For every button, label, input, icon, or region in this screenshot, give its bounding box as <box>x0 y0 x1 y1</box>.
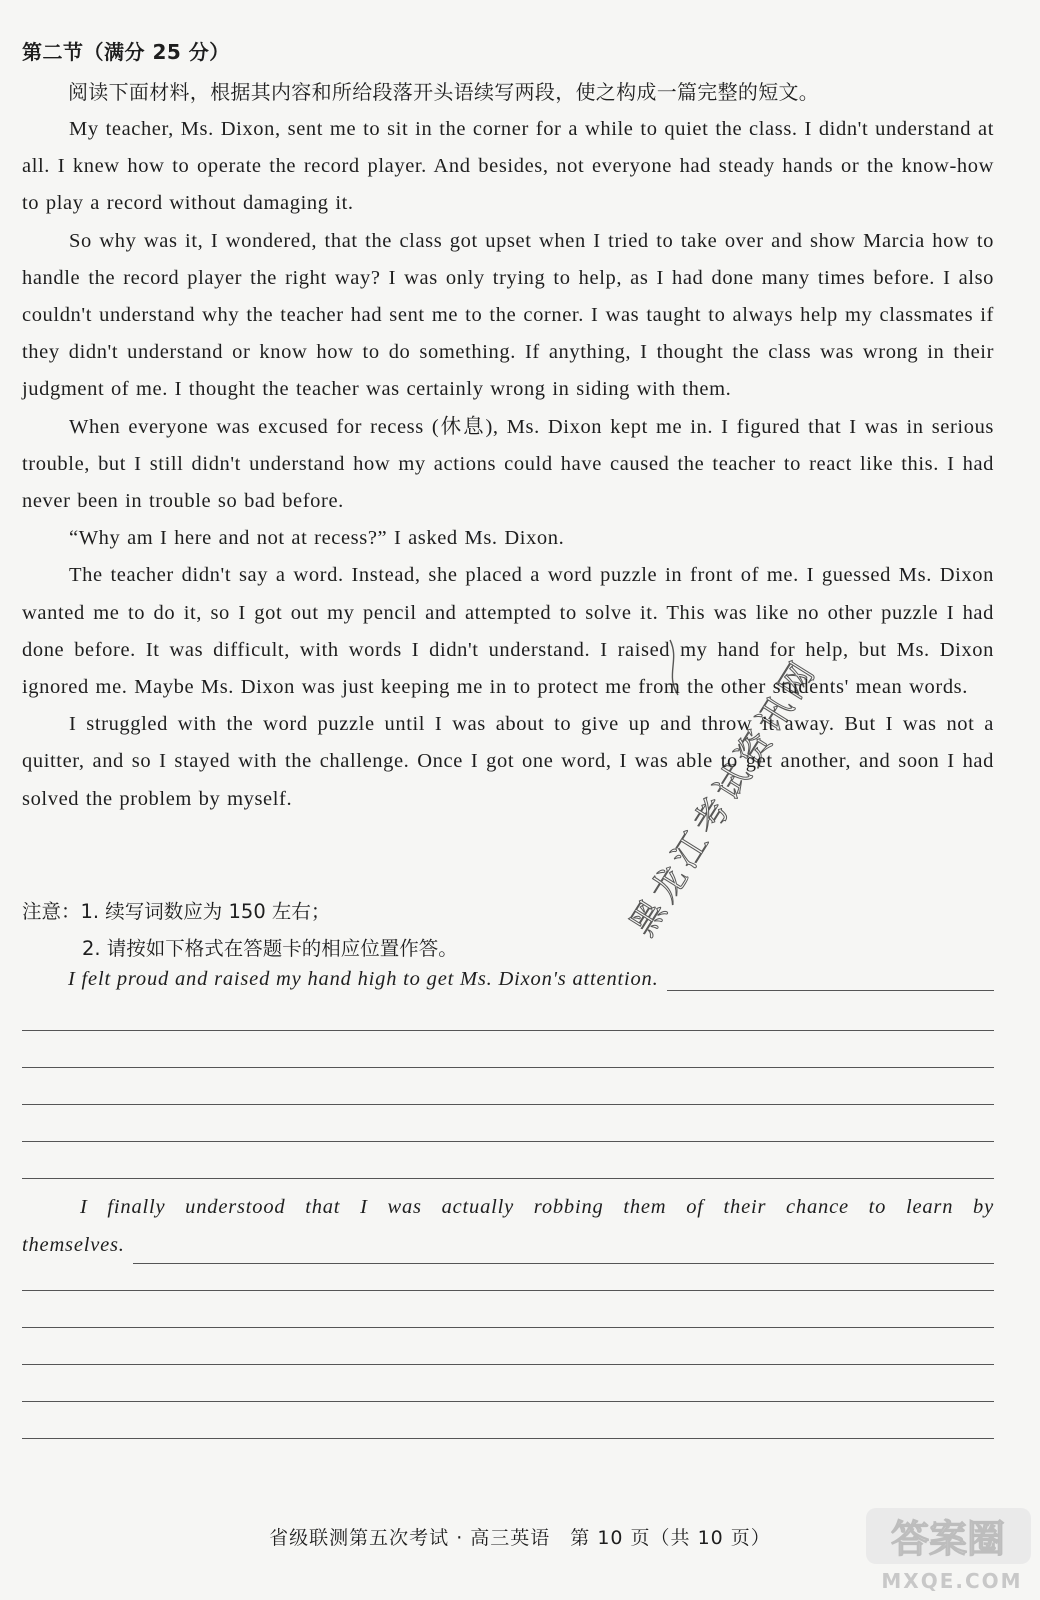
answer-line <box>22 1030 994 1031</box>
prompt-1-text: I felt proud and raised my hand high to get Ms. Dixon's attention. <box>68 968 659 990</box>
answer-line <box>22 1141 994 1142</box>
task-instruction: 阅读下面材料，根据其内容和所给段落开头语续写两段，使之构成一篇完整的短文。 <box>68 80 820 104</box>
site-logo <box>860 1500 1035 1596</box>
answer-line <box>22 1401 994 1402</box>
section-title: 第二节（满分 25 分） <box>22 40 230 64</box>
reading-passage <box>22 111 994 818</box>
passage-paragraph: The teacher didn't say a word. Instead, she placed a word puzzle in front of me. I guessed Ms. Dixon wanted me to do it, so I got out my pencil and attempted to solve it. This was like no other puzzle I had done before. It was difficult, with words I didn't understand. I raised my hand for help, but Ms. Dixon ignored me. Maybe Ms. Dixon was just keeping me in to protect me from the other students' mean words. <box>22 564 994 699</box>
passage-paragraph: I struggled with the word puzzle until I was about to give up and throw it away. But I was not a quitter, and so I stayed with the challenge. Once I got one word, I was able to get another, and soon I had solved the problem by myself. <box>22 713 994 810</box>
continuation-prompt-2 <box>22 1188 994 1264</box>
watermark-text: 黑龙江考试资讯网 <box>622 650 826 944</box>
logo-url: MXQE.COM <box>881 1569 1023 1593</box>
answer-line <box>22 1104 994 1105</box>
answer-line <box>22 1067 994 1068</box>
answer-line <box>22 1364 994 1365</box>
answer-line <box>22 1327 994 1328</box>
prompt-2-line-1: I finally understood that I was actually robbing them of their chance to learn by <box>80 1196 994 1218</box>
continuation-prompt-1 <box>68 966 994 991</box>
note-word-count: 注意：1. 续写词数应为 150 左右； <box>22 900 331 923</box>
answer-line <box>133 1237 994 1264</box>
prompt-2-line-2: themselves. <box>22 1234 125 1256</box>
note-format: 2. 请按如下格式在答题卡的相应位置作答。 <box>82 937 458 960</box>
answer-line <box>22 1438 994 1439</box>
answer-line <box>22 1290 994 1291</box>
writing-notes <box>22 893 458 967</box>
answer-line <box>22 1178 994 1179</box>
prompt-2-line-2-wrap <box>22 1226 994 1264</box>
page-footer: 省级联测第五次考试 · 高三英语 第 10 页（共 10 页） <box>269 1527 771 1549</box>
passage-paragraph: “Why am I here and not at recess?” I asked Ms. Dixon. <box>69 527 565 550</box>
passage-paragraph: So why was it, I wondered, that the class got upset when I tried to take over and show Marcia how to handle the record player the right way? I was only trying to help, as I had done many times before. I also couldn't understand why the teacher had sent me to the corner. I was taught to always help my classmates if they didn't understand or know how to do something. If anything, I thought the class was wrong in their judgment of me. I thought the teacher was certainly wrong in siding with them. <box>22 229 994 401</box>
answer-line <box>667 966 994 991</box>
passage-paragraph: When everyone was excused for recess (休息), Ms. Dixon kept me in. I figured that I was in serious trouble, but I still didn't understand how my actions could have caused the teacher to react like this. I had never been in trouble so bad before. <box>22 415 994 513</box>
passage-paragraph: My teacher, Ms. Dixon, sent me to sit in the corner for a while to quiet the class. I didn't understand at all. I knew how to operate the record player. And besides, not everyone had steady hands or the know-how to play a record without damaging it. <box>22 118 994 215</box>
logo-text: 答案圈 <box>890 1517 1006 1561</box>
